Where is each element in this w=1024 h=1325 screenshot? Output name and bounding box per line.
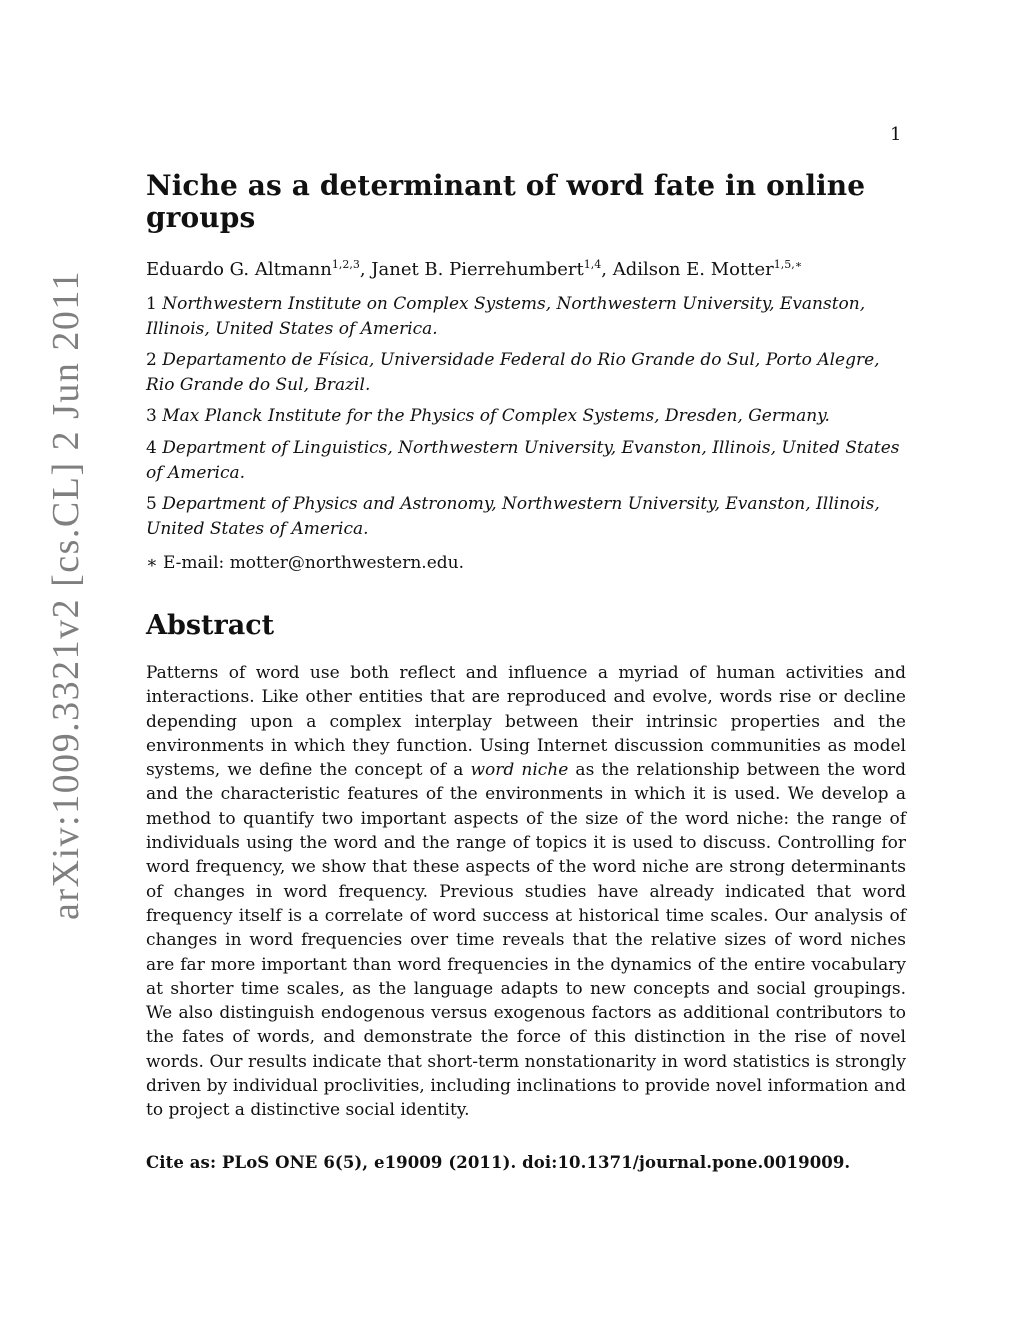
affiliation-text: Northwestern Institute on Complex Systems, Northwestern University, Evanston, Illinois, United States of America. — [146, 293, 866, 339]
author-affiliation-marks: 1,2,3 — [331, 258, 360, 272]
abstract-heading: Abstract — [146, 609, 275, 641]
abstract-emphasis: word niche — [470, 760, 569, 781]
affiliation-item — [146, 492, 906, 542]
author-name: Janet B. Pierrehumbert — [371, 259, 584, 281]
author-separator: , — [601, 259, 613, 281]
author-separator: , — [359, 259, 372, 281]
abstract-text — [146, 661, 906, 1123]
corresponding-email: ∗ E-mail: motter@northwestern.edu. — [146, 553, 464, 574]
page-number: 1 — [890, 124, 902, 145]
author-affiliation-marks: 1,4 — [583, 258, 602, 272]
affiliation-item — [146, 348, 906, 398]
affiliation-number: 3 — [146, 406, 157, 427]
paper-front-matter — [146, 170, 906, 1172]
affiliation-list — [146, 292, 906, 542]
citation-line: Cite as: PLoS ONE 6(5), e19009 (2011). doi:10.1371/journal.pone.0019009. — [146, 1152, 851, 1172]
affiliation-text: Department of Linguistics, Northwestern University, Evanston, Illinois, United States of America. — [146, 437, 900, 483]
abstract-text-part: Patterns of word use both reflect and influence a myriad of human activities and interactions. Like other entities that are reproduced and evolve, words rise or decline depending upon a complex interplay between their intrinsic properties and the environments in which they function. Using Internet discussion communities as model systems, we define the concept of a — [146, 662, 906, 781]
arxiv-identifier-stamp: arXiv:1009.3321v2 [cs.CL] 2 Jun 2011 — [45, 270, 87, 920]
paper-title: Niche as a determinant of word fate in online groups — [146, 169, 866, 235]
affiliation-text: Department of Physics and Astronomy, Northwestern University, Evanston, Illinois, United States of America. — [146, 493, 880, 540]
affiliation-item — [146, 292, 906, 342]
affiliation-number: 2 — [146, 350, 157, 371]
abstract-text-part: as the relationship between the word and the characteristic features of the environments in which it is used. We develop a method to quantify two important aspects of the size of the word niche: the range of individuals using the word and the range of topics it is used to discuss. Controlling for word frequency, we show that these aspects of the word niche are strong determinants of changes in word frequency. Previous studies have already indicated that word frequency itself is a correlate of word success at historical time scales. Our analysis of changes in word frequencies over time reveals that the relative sizes of word niches are far more important than word frequencies in the dynamics of the entire vocabulary at shorter time scales, as the language adapts to new concepts and social groupings. We also distinguish endogenous versus exogenous factors as additional contributors to the fates of words, and demonstrate the force of this distinction in the rise of novel words. Our results indicate that short-term nonstationarity in word statistics is strongly driven by individual proclivities, including inclinations to provide novel information and to project a distinctive social identity. — [146, 760, 906, 1121]
author-affiliation-marks: 1,5,∗ — [773, 258, 803, 272]
author-name: Adilson E. Motter — [612, 259, 774, 281]
affiliation-number: 5 — [146, 493, 157, 514]
author-list — [146, 258, 906, 281]
affiliation-text: Max Planck Institute for the Physics of Complex Systems, Dresden, Germany. — [162, 406, 830, 427]
affiliation-text: Departamento de Física, Universidade Federal do Rio Grande do Sul, Porto Alegre, Rio Grande do Sul, Brazil. — [146, 350, 880, 396]
affiliation-item — [146, 436, 906, 486]
affiliation-number: 4 — [146, 437, 157, 458]
affiliation-number: 1 — [146, 293, 157, 314]
author-name: Eduardo G. Altmann — [146, 259, 332, 281]
affiliation-item — [146, 404, 906, 429]
